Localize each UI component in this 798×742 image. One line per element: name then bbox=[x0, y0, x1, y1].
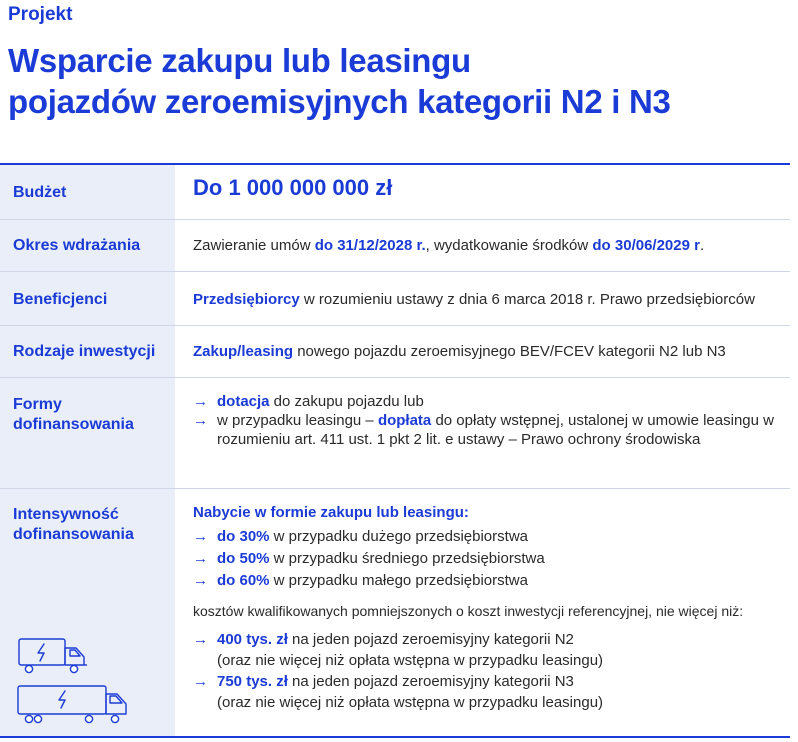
arrow-right-icon: → bbox=[193, 412, 208, 429]
row-label-line: Formy bbox=[13, 396, 62, 413]
arrow-right-icon: → bbox=[193, 550, 208, 567]
page-title-line1: Wsparcie zakupu lub leasingu bbox=[8, 42, 471, 79]
electric-truck-n2-icon bbox=[18, 636, 90, 676]
cost-note: kosztów kwalifikowanych pomniejszonych o koszt inwestycji referencyjnej, nie więcej niż: bbox=[193, 603, 744, 619]
row-investment-types bbox=[0, 326, 790, 378]
item-text bbox=[217, 570, 528, 592]
text: do opłaty wstępnej, ustalonej w umowie leasingu w rozumieniu art. 411 ust. 1 pkt 2 lit. e ustawy – Prawo ochrony środowiska bbox=[217, 412, 774, 448]
row-funding-intensity bbox=[0, 489, 790, 738]
row-label-line: dofinansowania bbox=[13, 416, 134, 433]
electric-truck-n3-icon bbox=[17, 684, 129, 726]
text: nowego pojazdu zeroemisyjnego BEV/FCEV kategorii N2 lub N3 bbox=[293, 343, 726, 360]
row-label-line: dofinansowania bbox=[13, 526, 134, 543]
highlight: 400 tys. zł bbox=[217, 631, 288, 648]
sub-text: (oraz nie więcej niż opłata wstępna w przypadku leasingu) bbox=[217, 652, 604, 669]
list-item bbox=[193, 671, 784, 713]
text: w przypadku leasingu – bbox=[217, 412, 378, 429]
item-text bbox=[217, 411, 784, 449]
row-label: Beneficjenci bbox=[0, 272, 175, 325]
text: do zakupu pojazdu lub bbox=[269, 393, 424, 410]
item-text bbox=[217, 392, 424, 411]
highlight: do 60% bbox=[217, 572, 270, 589]
page-title-line2: pojazdów zeroemisyjnych kategorii N2 i N3 bbox=[8, 83, 671, 120]
item-text bbox=[217, 526, 528, 548]
sub-text: (oraz nie więcej niż opłata wstępna w przypadku leasingu) bbox=[217, 694, 604, 711]
period-value bbox=[175, 220, 790, 271]
highlight: do 50% bbox=[217, 550, 270, 567]
list-item bbox=[193, 570, 784, 592]
row-budget bbox=[0, 165, 790, 220]
list-item bbox=[193, 411, 784, 449]
text: . bbox=[699, 237, 705, 254]
row-label: Okres wdrażania bbox=[0, 220, 175, 271]
list-item bbox=[193, 526, 784, 548]
beneficiaries-value bbox=[175, 272, 790, 325]
row-label: Rodzaje inwestycji bbox=[0, 326, 175, 377]
highlight: 750 tys. zł bbox=[217, 673, 288, 690]
highlight: do 30% bbox=[217, 528, 270, 545]
row-beneficiaries bbox=[0, 272, 790, 326]
text: w przypadku średniego przedsiębiorstwa bbox=[269, 550, 545, 567]
item-text bbox=[217, 548, 545, 570]
arrow-right-icon: → bbox=[193, 673, 208, 690]
arrow-right-icon: → bbox=[193, 528, 208, 545]
item-text bbox=[217, 629, 603, 671]
highlight: dopłata bbox=[377, 412, 432, 429]
row-implementation-period bbox=[0, 220, 790, 272]
row-label-line: Intensywność bbox=[13, 506, 119, 523]
list-item bbox=[193, 548, 784, 570]
beneficiary-type: Przedsiębiorcy bbox=[193, 291, 300, 308]
page-title bbox=[8, 40, 788, 122]
row-label bbox=[0, 489, 175, 736]
text: na jeden pojazd zeroemisyjny kategorii N2 bbox=[287, 631, 574, 648]
arrow-right-icon: → bbox=[193, 393, 208, 410]
text: w przypadku dużego przedsiębiorstwa bbox=[269, 528, 528, 545]
list-item bbox=[193, 629, 784, 671]
row-funding-forms bbox=[0, 378, 790, 489]
contract-deadline: do 31/12/2028 r. bbox=[314, 237, 426, 254]
funding-intensity-value bbox=[175, 489, 790, 736]
row-label: Budżet bbox=[0, 165, 175, 219]
text: w rozumieniu ustawy z dnia 6 marca 2018 r. Prawo przedsiębiorców bbox=[299, 291, 755, 308]
arrow-right-icon: → bbox=[193, 631, 208, 648]
budget-value: Do 1 000 000 000 zł bbox=[193, 175, 393, 200]
investment-type: Zakup/leasing bbox=[193, 343, 294, 360]
row-label bbox=[0, 378, 175, 488]
kicker-label: Projekt bbox=[8, 4, 73, 25]
funding-forms-value bbox=[175, 378, 790, 488]
list-item bbox=[193, 392, 784, 411]
text: Zawieranie umów bbox=[193, 237, 315, 254]
info-table bbox=[0, 163, 790, 738]
highlight: dotacja bbox=[217, 393, 270, 410]
text: w przypadku małego przedsiębiorstwa bbox=[269, 572, 528, 589]
spending-deadline: do 30/06/2029 r bbox=[592, 237, 700, 254]
text: na jeden pojazd zeroemisyjny kategorii N3 bbox=[287, 673, 574, 690]
investment-types-value bbox=[175, 326, 790, 377]
text: , wydatkowanie środków bbox=[425, 237, 593, 254]
intensity-heading: Nabycie w formie zakupu lub leasingu: bbox=[193, 504, 469, 521]
item-text bbox=[217, 671, 603, 713]
arrow-right-icon: → bbox=[193, 572, 208, 589]
